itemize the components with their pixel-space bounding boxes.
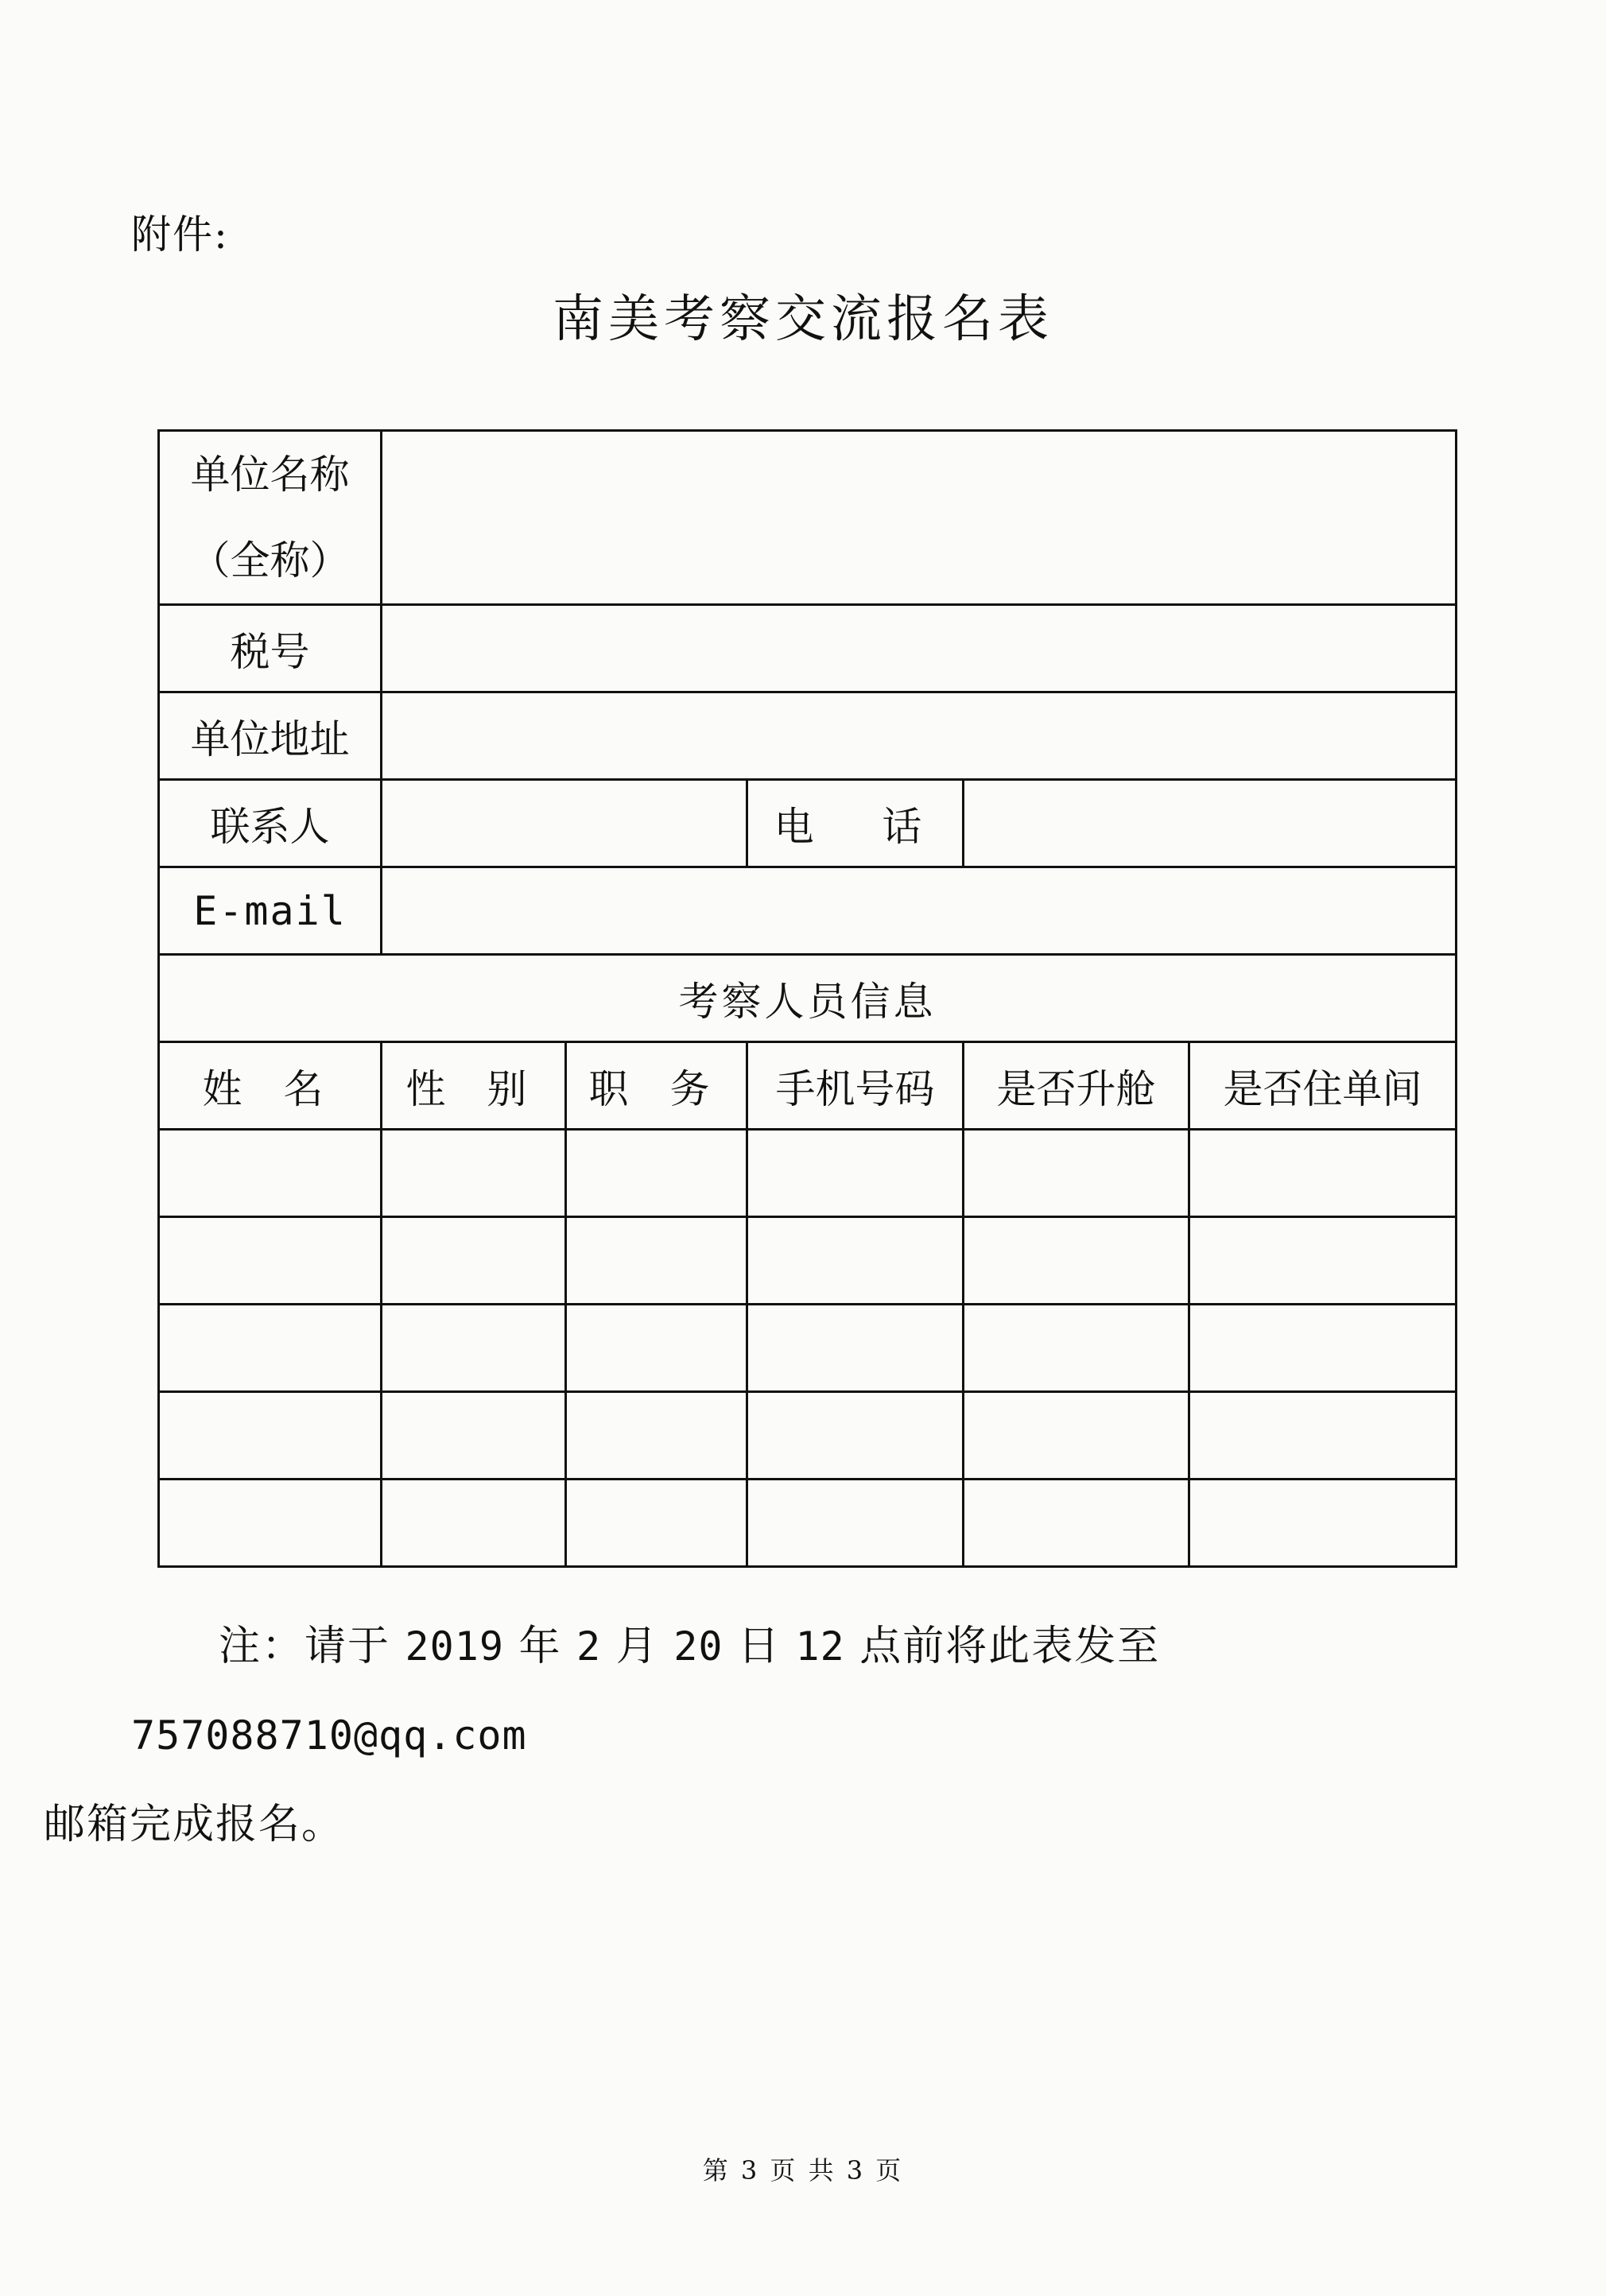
tax-id-label: 税号: [159, 605, 382, 692]
unit-address-label: 单位地址: [159, 692, 382, 780]
note-day: 20: [673, 1623, 723, 1670]
registration-form: [157, 429, 1457, 1568]
unit-name-field[interactable]: [382, 431, 1457, 605]
table-cell[interactable]: [1189, 1130, 1457, 1217]
tax-id-field[interactable]: [382, 605, 1457, 692]
table-row: [159, 1392, 1457, 1480]
table-row: [159, 1130, 1457, 1217]
contact-label: 联系人: [159, 780, 382, 867]
submission-note: [44, 1602, 1499, 1869]
contact-field[interactable]: [382, 780, 747, 867]
note-email[interactable]: 757088710@qq.com: [131, 1712, 527, 1759]
table-cell[interactable]: [747, 1130, 964, 1217]
table-cell[interactable]: [159, 1480, 382, 1567]
table-cell[interactable]: [1189, 1392, 1457, 1480]
unit-name-label: [159, 431, 382, 605]
table-cell[interactable]: [382, 1217, 566, 1305]
note-suffix: 邮箱完成报名。: [44, 1801, 345, 1848]
unit-address-field[interactable]: [382, 692, 1457, 780]
table-cell[interactable]: [747, 1392, 964, 1480]
table-cell[interactable]: [1189, 1217, 1457, 1305]
table-cell[interactable]: [382, 1305, 566, 1392]
table-cell[interactable]: [964, 1217, 1189, 1305]
column-header-name: 姓 名: [159, 1042, 382, 1130]
table-cell[interactable]: [747, 1305, 964, 1392]
table-cell[interactable]: [566, 1217, 747, 1305]
unit-name-label-line1: 单位名称: [190, 452, 350, 498]
table-row: [159, 1305, 1457, 1392]
table-cell[interactable]: [964, 1305, 1189, 1392]
email-field[interactable]: [382, 867, 1457, 955]
table-cell[interactable]: [382, 1392, 566, 1480]
table-cell[interactable]: [964, 1130, 1189, 1217]
note-prefix: 注：请于: [219, 1623, 391, 1670]
table-cell[interactable]: [964, 1480, 1189, 1567]
table-cell[interactable]: [566, 1130, 747, 1217]
column-header-gender: 性 别: [382, 1042, 566, 1130]
form-title: 南美考察交流报名表: [553, 290, 1053, 349]
page-footer: 第 3 页 共 3 页: [702, 2155, 904, 2185]
column-header-cabin-upgrade: 是否升舱: [964, 1042, 1189, 1130]
note-year: 2019: [405, 1623, 504, 1670]
unit-name-label-line2: （全称）: [190, 537, 350, 584]
table-cell[interactable]: [1189, 1305, 1457, 1392]
note-month: 2: [576, 1623, 602, 1670]
table-cell[interactable]: [566, 1305, 747, 1392]
table-cell[interactable]: [566, 1392, 747, 1480]
phone-label: 电 话: [747, 780, 964, 867]
column-header-position: 职 务: [566, 1042, 747, 1130]
attachment-label: 附件:: [131, 211, 229, 258]
table-cell[interactable]: [747, 1217, 964, 1305]
section-title: 考察人员信息: [159, 955, 1457, 1042]
table-cell[interactable]: [159, 1130, 382, 1217]
note-year-unit: 年: [518, 1623, 562, 1670]
table-cell[interactable]: [1189, 1480, 1457, 1567]
column-header-single-room: 是否住单间: [1189, 1042, 1457, 1130]
table-cell[interactable]: [159, 1217, 382, 1305]
table-cell[interactable]: [382, 1480, 566, 1567]
note-hour: 12: [795, 1623, 845, 1670]
note-hour-unit: 点前将此表发至: [859, 1623, 1161, 1670]
table-cell[interactable]: [964, 1392, 1189, 1480]
table-cell[interactable]: [159, 1392, 382, 1480]
table-cell[interactable]: [159, 1305, 382, 1392]
note-day-unit: 日: [737, 1623, 781, 1670]
note-month-unit: 月: [615, 1623, 659, 1670]
email-label: E-mail: [159, 867, 382, 955]
table-row: [159, 1480, 1457, 1567]
table-cell[interactable]: [382, 1130, 566, 1217]
phone-field[interactable]: [964, 780, 1457, 867]
table-cell[interactable]: [566, 1480, 747, 1567]
column-header-mobile: 手机号码: [747, 1042, 964, 1130]
table-cell[interactable]: [747, 1480, 964, 1567]
table-row: [159, 1217, 1457, 1305]
